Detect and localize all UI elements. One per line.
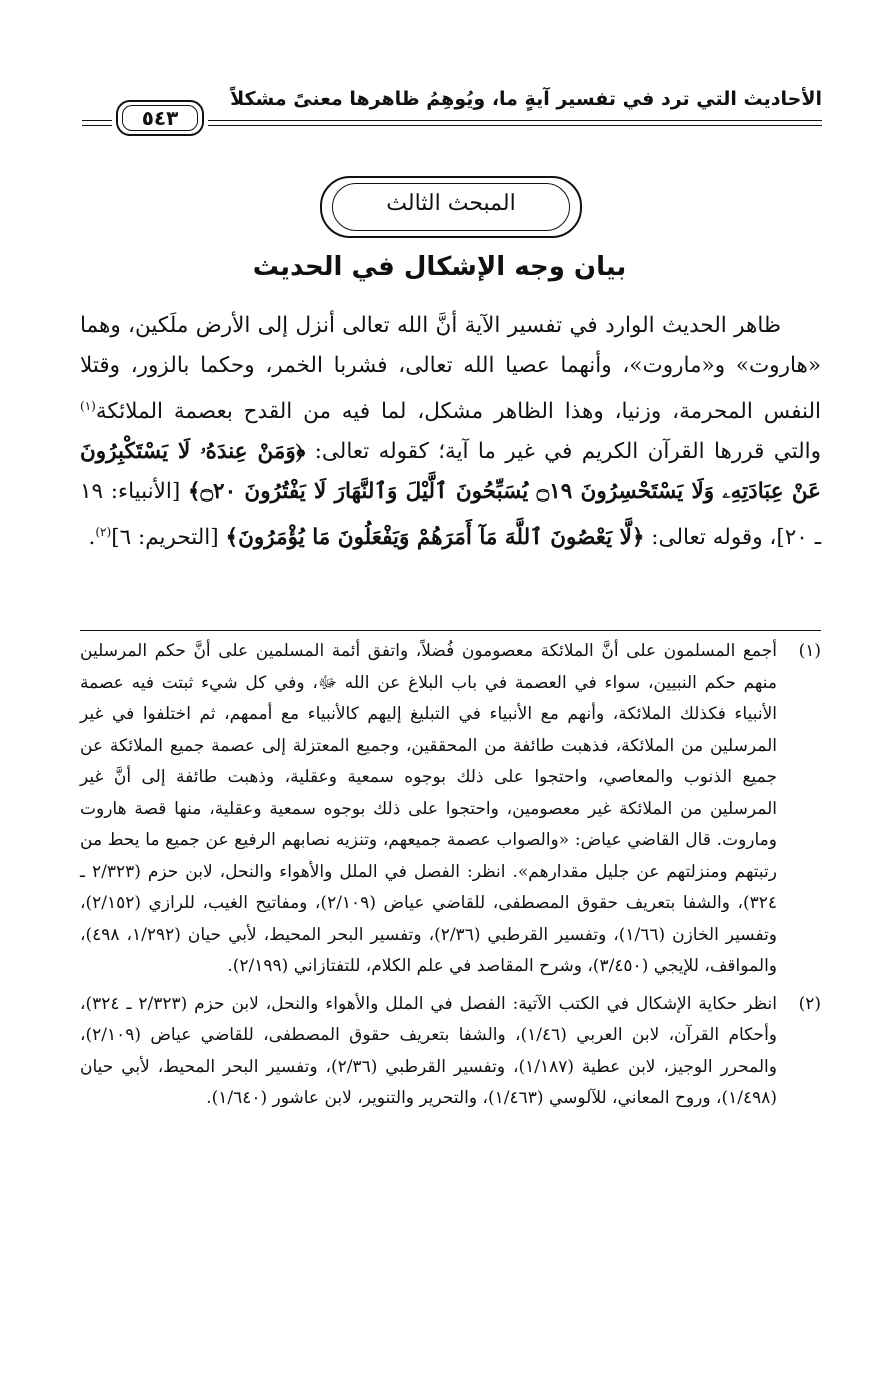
header-rule	[82, 125, 112, 126]
running-header	[82, 86, 822, 142]
header-rule	[208, 125, 822, 126]
quran-verse: ﴿لَّا يَعْصُونَ ٱللَّهَ مَآ أَمَرَهُمْ وَيَفْعَلُونَ مَا يُؤْمَرُونَ﴾	[225, 525, 645, 551]
footnote	[80, 989, 821, 1115]
footnote-ref[interactable]: (١)	[80, 399, 96, 413]
main-body	[80, 306, 821, 558]
body-text: [التحريم: ٦]	[111, 525, 226, 551]
body-text: ظاهر الحديث الوارد في تفسير الآية أنَّ الله تعالى أنزل إلى الأرض ملَكين، وهما «هاروت» و«ماروت»، وأنهما عصيا الله تعالى، فشربا الخمر، وحكما بالزور، وقتلا النفس المحرمة، وزنيا، وهذا الظاهر مشكل، لما فيه من القدح بعصمة الملائكة	[80, 313, 821, 425]
header-rule	[82, 120, 112, 121]
footnote-text: أجمع المسلمون على أنَّ الملائكة معصومون فُضلاً، واتفق أئمة المسلمين على أنَّ حكم المرسلين منهم حكم النبيين، سواء في العصمة في باب البلاغ عن الله ﷻ، وفي كل شيء ثبتت فيه عصمة الأنبياء فكذلك الملائكة، وأنهم مع الأنبياء في التبليغ إليهم كالأنبياء مع أممهم، ثم اختلفوا في غير المرسلين من الملائكة، فذهبت طائفة من المحققين، وجميع المعتزلة إلى عصمة جميع الملائكة عن جميع الذنوب والمعاصي، واحتجوا على ذلك بوجوه سمعية وعقلية، وذهبت طائفة إلى أنَّ غير المرسلين من الملائكة غير معصومين، واحتجوا على ذلك بوجوه سمعية وعقلية، منها قصة هاروت وماروت. قال القاضي عياض: «والصواب عصمة جميعهم، وتنزيه نصابهم الرفيع عن جميع ما يحط من رتبتهم ومنزلتهم عن جليل مقدارهم». انظر: الفصل في الملل والأهواء والنحل، لابن حزم (٢/٣٢٣ ـ ٣٢٤)، والشفا بتعريف حقوق المصطفى، للقاضي عياض (٢/١٠٩)، ومفاتيح الغيب، للرازي (٢/١٥٢)، وتفسير الخازن (١/٦٦)، وتفسير القرطبي (٢/٣٦)، وتفسير البحر المحيط، لأبي حيان (١/٢٩٢، ٤٩٨)، والمواقف، للإيجي (٣/٤٥٠)، وشرح المقاصد في علم الكلام، للتفتازاني (٢/١٩٩).	[80, 641, 778, 976]
footnote-number: (٢)	[798, 993, 821, 1014]
page-heading: بيان وجه الإشكال في الحديث	[252, 252, 627, 282]
footnote-separator	[80, 630, 821, 631]
page-number: ٥٤٣	[141, 106, 179, 130]
header-rule	[208, 120, 822, 121]
section-title: المبحث الثالث	[386, 191, 516, 216]
footnotes	[80, 636, 821, 1121]
quran-verse: ﴿وَمَنْ عِندَهُۥ لَا يَسْتَكْبِرُونَ عَنْ عِبَادَتِهِۦ وَلَا يَسْتَحْسِرُونَ ۝١٩ يُسَبِّحُونَ ٱلَّيْلَ وَٱلنَّهَارَ لَا يَفْتُرُونَ ۝٢٠﴾	[80, 439, 822, 505]
footnote	[80, 636, 821, 983]
body-text: والتي قررها القرآن الكريم في غير ما آية؛ كقوله تعالى:	[305, 439, 822, 465]
body-paragraph	[80, 306, 821, 558]
footnote-number: (١)	[798, 641, 821, 661]
footnote-ref[interactable]: (٢)	[95, 525, 112, 540]
running-title: الأحاديث التي ترد في تفسير آيةٍ ما، ويُوهِمُ ظاهرها معنىً مشكلاً	[230, 88, 822, 110]
body-text: [الأنبياء: ١٩ ـ ٢٠]، وقوله تعالى:	[80, 479, 821, 551]
body-text: .	[88, 525, 96, 551]
page-number-frame	[116, 100, 204, 136]
footnote-text: انظر حكاية الإشكال في الكتب الآتية: الفصل في الملل والأهواء والنحل، لابن حزم (٢/٣٢٣ ـ ٣٢٤)، وأحكام القرآن، لابن العربي (١/٤٦)، والشفا بتعريف حقوق المصطفى، للقاضي عياض (٢/١٠٩)، والمحرر الوجيز، لابن عطية (١/١٨٧)، وتفسير القرطبي (٢/٣٦)، وتفسير البحر المحيط، لأبي حيان (١/٤٩٨)، وروح المعاني، للآلوسي (١/٤٦٣)، والتحرير والتنوير، لابن عاشور (١/٦٤٠).	[80, 993, 778, 1108]
section-title-frame	[320, 176, 582, 238]
